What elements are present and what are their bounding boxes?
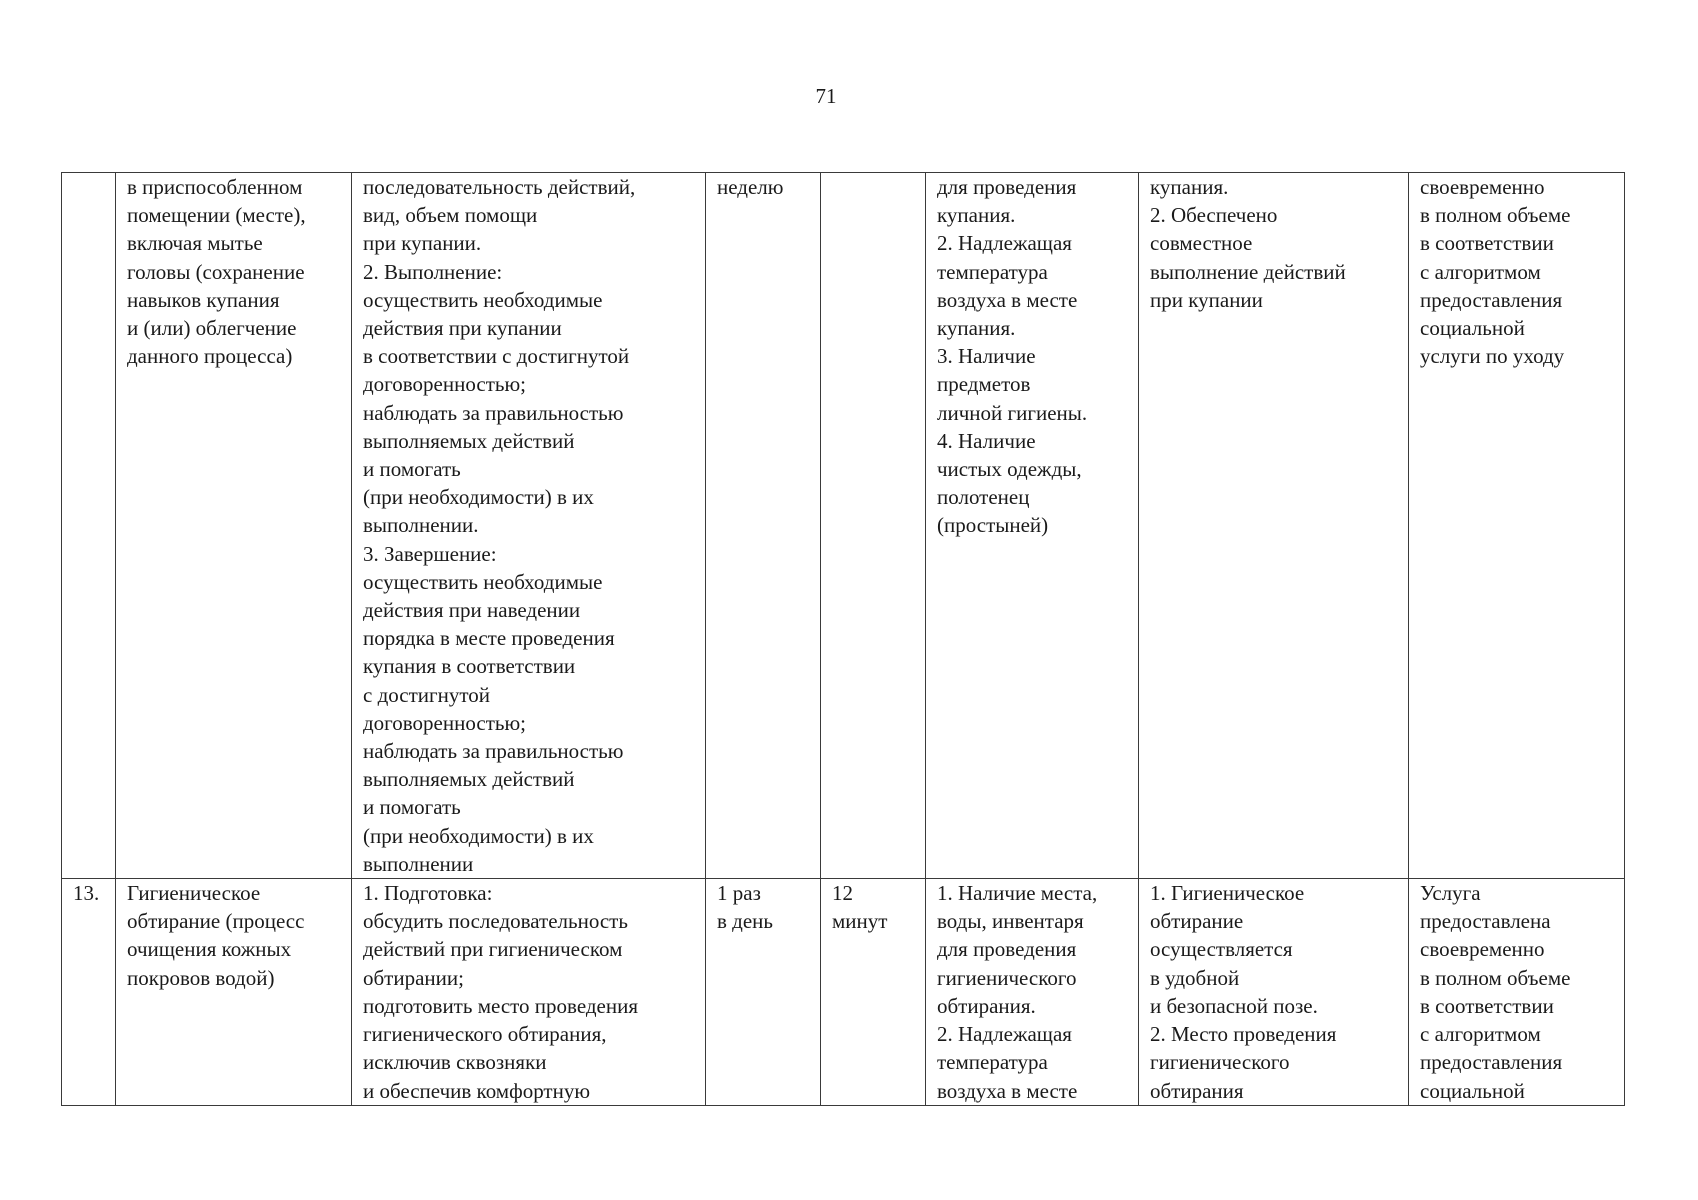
- cell-service-name: в приспособленном помещении (месте), включая мытье головы (сохранение навыков купания и (или) облегчение данного процесса): [116, 173, 352, 879]
- cell-conditions: 1. Наличие места, воды, инвентаря для проведения гигиенического обтирания. 2. Надлежащая температура воздуха в месте: [926, 879, 1139, 1106]
- table-row: [62, 173, 1625, 879]
- cell-quality-indicators: 1. Гигиеническое обтирание осуществляется в удобной и безопасной позе. 2. Место проведения гигиенического обтирания: [1139, 879, 1409, 1106]
- cell-duration: [821, 173, 926, 879]
- cell-conditions: для проведения купания. 2. Надлежащая температура воздуха в месте купания. 3. Наличие предметов личной гигиены. 4. Наличие чистых одежды, полотенец (простыней): [926, 173, 1139, 879]
- cell-service-name: Гигиеническое обтирание (процесс очищения кожных покровов водой): [116, 879, 352, 1106]
- table-row: [62, 879, 1625, 1106]
- cell-frequency: 1 раз в день: [706, 879, 821, 1106]
- cell-number: 13.: [62, 879, 116, 1106]
- cell-frequency: неделю: [706, 173, 821, 879]
- services-table: [61, 172, 1625, 1106]
- cell-evaluation: своевременно в полном объеме в соответствии с алгоритмом предоставления социальной услуги по уходу: [1409, 173, 1625, 879]
- cell-service-description: 1. Подготовка: обсудить последовательность действий при гигиеническом обтирании; подготовить место проведения гигиенического обтирания, исключив сквозняки и обеспечив комфортную: [352, 879, 706, 1106]
- cell-service-description: последовательность действий, вид, объем помощи при купании. 2. Выполнение: осуществить необходимые действия при купании в соответствии с достигнутой договоренностью; наблюдать за правильностью выполняемых действий и помогать (при необходимости) в их выполнении. 3. Завершение: осуществить необходимые действия при наведении порядка в месте проведения купания в соответствии с достигнутой договоренностью; наблюдать за правильностью выполняемых действий и помогать (при необходимости) в их выполнении: [352, 173, 706, 879]
- page-number: 71: [815, 84, 837, 108]
- cell-duration: 12 минут: [821, 879, 926, 1106]
- cell-number: [62, 173, 116, 879]
- cell-evaluation: Услуга предоставлена своевременно в полном объеме в соответствии с алгоритмом предоставления социальной: [1409, 879, 1625, 1106]
- cell-quality-indicators: купания. 2. Обеспечено совместное выполнение действий при купании: [1139, 173, 1409, 879]
